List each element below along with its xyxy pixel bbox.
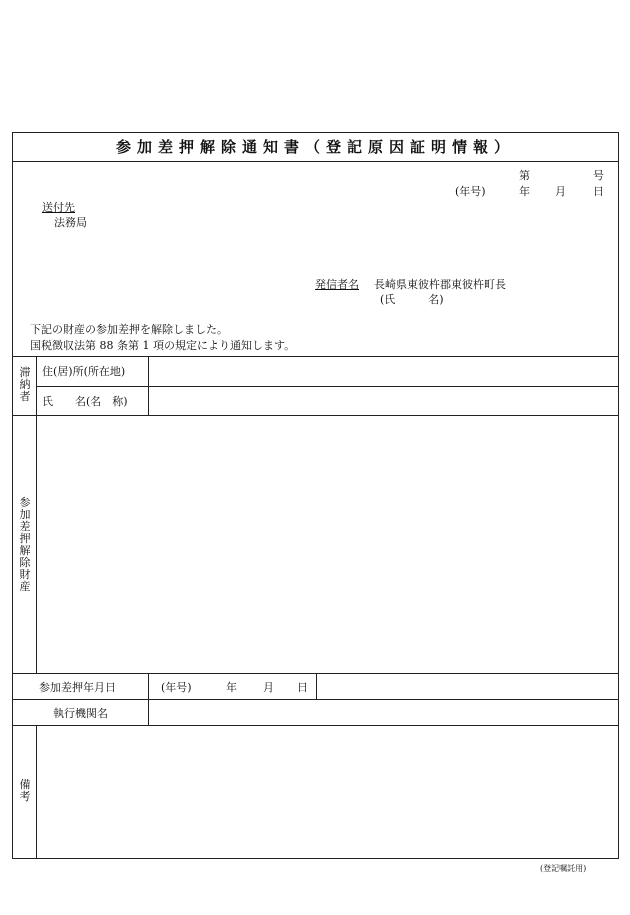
form-frame bbox=[12, 132, 619, 859]
recipient-label: 送付先 bbox=[42, 201, 75, 214]
address-label: 住(居)所(所在地) bbox=[42, 365, 126, 378]
date-year: 年 bbox=[519, 185, 530, 198]
form-title: 参加差押解除通知書（登記原因証明情報） bbox=[115, 138, 515, 156]
divider bbox=[36, 386, 618, 387]
seizure-date-month: 月 bbox=[263, 681, 274, 694]
number-go: 号 bbox=[593, 169, 604, 182]
seizure-date-year: 年 bbox=[226, 681, 237, 694]
name-label: 氏 名(名 称) bbox=[42, 395, 128, 408]
date-era: (年号) bbox=[455, 185, 486, 198]
property-label: 参加差押解除財産 bbox=[19, 496, 31, 593]
remarks-label: 備考 bbox=[19, 778, 31, 803]
body-line-1: 下記の財産の参加差押を解除しました。 bbox=[30, 323, 228, 336]
seizure-date-day: 日 bbox=[297, 681, 308, 694]
body-line-2: 国税徴収法第 88 条第 1 項の規定により通知します。 bbox=[30, 339, 296, 352]
recipient-name: 法務局 bbox=[54, 216, 87, 229]
divider bbox=[13, 415, 618, 416]
divider bbox=[13, 699, 618, 700]
sender-name-paren: (氏 名) bbox=[380, 293, 444, 306]
agency-label: 執行機関名 bbox=[53, 707, 108, 720]
seizure-date-label: 参加差押年月日 bbox=[39, 681, 116, 694]
date-day: 日 bbox=[593, 185, 604, 198]
divider bbox=[13, 725, 618, 726]
divider bbox=[13, 356, 618, 357]
divider bbox=[36, 725, 37, 858]
number-dai: 第 bbox=[519, 169, 530, 182]
sender-label: 発信者名 bbox=[315, 278, 359, 291]
divider bbox=[316, 673, 317, 699]
seizure-date-era: (年号) bbox=[161, 681, 192, 694]
sender-name: 長崎県東彼杵郡東彼杵町長 bbox=[374, 278, 506, 291]
divider bbox=[36, 415, 37, 673]
delinquent-label: 滞納者 bbox=[19, 366, 31, 403]
footer-note: (登記嘱託用) bbox=[540, 864, 587, 873]
date-month: 月 bbox=[555, 185, 566, 198]
divider bbox=[13, 161, 618, 162]
